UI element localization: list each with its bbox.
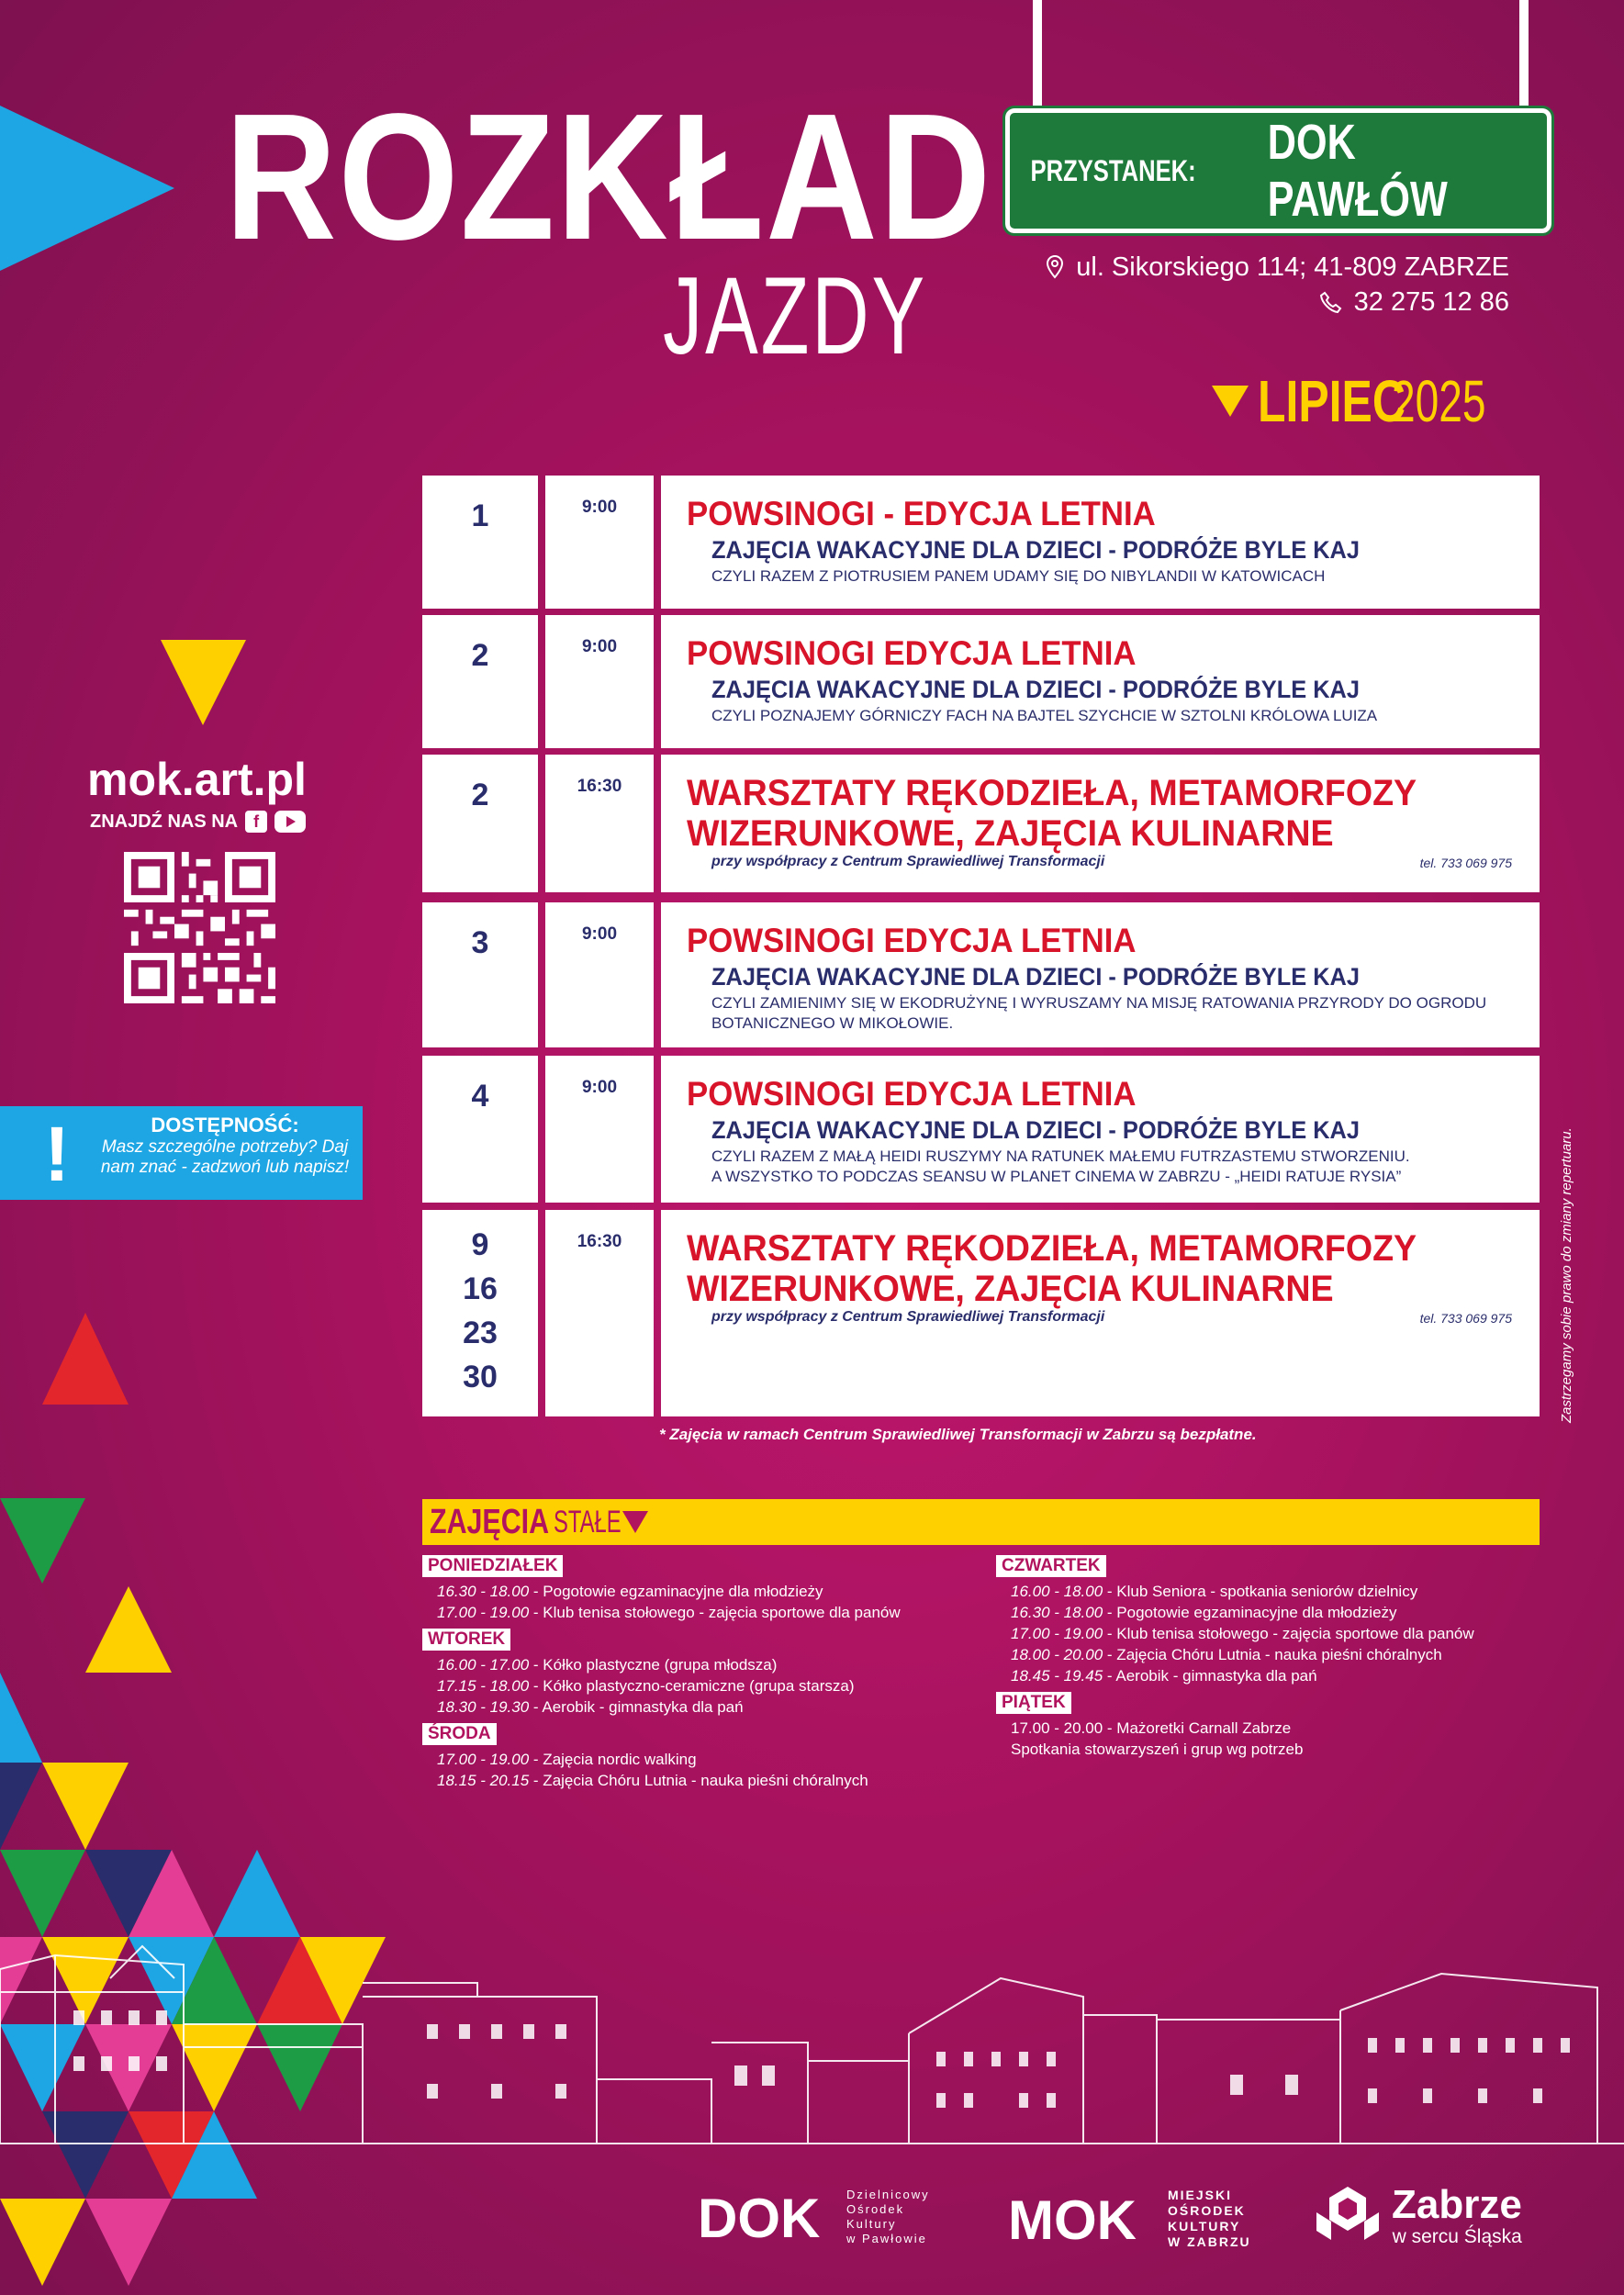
mok-text: MIEJSKI OŚRODEK KULTURY W ZABRZU (1168, 2188, 1251, 2249)
day-cell (422, 755, 538, 892)
time-cell (545, 615, 654, 748)
event-partner-note: przy współpracy z Centrum Sprawiedliwej Transformacji (711, 1309, 1105, 1325)
schedule-row (422, 755, 1540, 892)
list-item (996, 1602, 1529, 1623)
day-number: 30 (463, 1360, 498, 1394)
list-item (422, 1749, 955, 1770)
zabrze-logo (1311, 2182, 1522, 2249)
event-subtitle: ZAJĘCIA WAKACYJNE DLA DZIECI - PODRÓŻE BYLE KAJ (711, 676, 1360, 703)
exclamation-icon: ! (44, 1111, 70, 1197)
entry-time: 16.30 - 18.00 (437, 1583, 530, 1600)
time-cell (545, 755, 654, 892)
mok-mark (1008, 2191, 1155, 2246)
entry-text: Spotkania stowarzyszeń i grup wg potrzeb (1011, 1741, 1304, 1758)
sign-pole-left (1033, 0, 1042, 110)
facebook-icon[interactable]: f (245, 811, 267, 833)
event-cell (661, 1210, 1540, 1416)
day-number: 4 (471, 1079, 489, 1114)
list-item (422, 1654, 955, 1675)
list-item (996, 1718, 1529, 1739)
day-cell (422, 615, 538, 748)
event-title: POWSINOGI EDYCJA LETNIA (687, 634, 1137, 672)
event-subtitle: ZAJĘCIA WAKACYJNE DLA DZIECI - PODRÓŻE BYLE KAJ (711, 1116, 1360, 1144)
zabrze-tagline: w sercu Śląska (1392, 2226, 1522, 2248)
event-subtitle: ZAJĘCIA WAKACYJNE DLA DZIECI - PODRÓŻE BYLE KAJ (711, 963, 1360, 991)
accessibility-text: Masz szczególne potrzeby? Daj nam znać - zadzwoń lub napisz! (100, 1137, 350, 1177)
triangle-down-icon (1212, 386, 1249, 417)
entry-text: - Aerobik - gimnastyka dla pań (529, 1698, 744, 1716)
event-time: 16:30 (577, 777, 622, 796)
event-title: POWSINOGI - EDYCJA LETNIA (687, 495, 1156, 532)
entry-text: - Aerobik - gimnastyka dla pań (1103, 1667, 1317, 1685)
event-title-line1: WARSZTATY RĘKODZIEŁA, METAMORFOZY (687, 1228, 1417, 1269)
dok-logo (698, 2188, 930, 2246)
month-name: LIPIEC (1258, 368, 1406, 434)
entry-time: 17.15 - 18.00 (437, 1677, 530, 1695)
entry-time: 16.30 - 18.00 (1011, 1604, 1103, 1621)
event-cell (661, 476, 1540, 609)
event-phone: tel. 733 069 975 (1419, 856, 1512, 870)
schedule-row (422, 902, 1540, 1047)
location-pin-icon (1045, 254, 1065, 280)
day-number: 2 (471, 778, 489, 812)
event-partner-note: przy współpracy z Centrum Sprawiedliwej Transformacji (711, 854, 1105, 869)
youtube-icon[interactable] (274, 811, 306, 833)
list-item (996, 1665, 1529, 1686)
zabrze-emblem-icon (1311, 2185, 1384, 2249)
weekday-heading: PONIEDZIAŁEK (422, 1555, 563, 1577)
day-cell (422, 476, 538, 609)
day-number: 16 (463, 1271, 498, 1306)
time-cell (545, 1056, 654, 1203)
list-item (422, 1602, 955, 1623)
day-cell (422, 902, 538, 1047)
weekday-heading: WTOREK (422, 1629, 510, 1651)
event-time: 9:00 (581, 1078, 618, 1097)
event-title-line1: WARSZTATY RĘKODZIEŁA, METAMORFOZY (687, 773, 1417, 813)
phone-text: 32 275 12 86 (1353, 286, 1509, 317)
disclaimer: Zastrzegamy sobie prawo do zmiany repertuaru. (1559, 1127, 1574, 1423)
schedule-row (422, 1056, 1540, 1203)
regular-title-b: STAŁE (553, 1504, 622, 1539)
weekday-heading: CZWARTEK (996, 1555, 1106, 1577)
regular-title-a: ZAJĘCIA (430, 1502, 550, 1541)
entry-text: - Klub tenisa stołowego - zajęcia sportowe dla panów (1103, 1625, 1474, 1642)
day-cell (422, 1056, 538, 1203)
mok-logo (1008, 2188, 1251, 2250)
entry-text: - Pogotowie egzaminacyjne dla młodzieży (529, 1583, 823, 1600)
list-item (422, 1581, 955, 1602)
list-item (422, 1770, 955, 1791)
regular-classes-bar (422, 1499, 1540, 1545)
phone-icon (1319, 290, 1343, 314)
list-item (422, 1696, 955, 1718)
title-rozklad: ROZKŁAD (225, 76, 993, 277)
event-title-line2: WIZERUNKOWE, ZAJĘCIA KULINARNE (687, 813, 1334, 854)
list-item (996, 1623, 1529, 1644)
event-time: 16:30 (577, 1232, 622, 1251)
title-jazdy: JAZDY (663, 254, 928, 377)
weekday-heading: ŚRODA (422, 1723, 497, 1745)
event-cell (661, 755, 1540, 892)
time-cell (545, 476, 654, 609)
entry-text: - Zajęcia Chóru Lutnia - nauka pieśni chóralnych (1103, 1646, 1442, 1663)
day-number: 9 (471, 1227, 489, 1262)
dok-mark (698, 2189, 826, 2245)
weekday-heading: PIĄTEK (996, 1692, 1071, 1714)
entry-text: - Klub Seniora - spotkania seniorów dzielnicy (1103, 1583, 1418, 1600)
event-description-line2: A WSZYSTKO TO PODCZAS SEANSU W PLANET CINEMA W ZABRZU - „HEIDI RATUJE RYSIA” (711, 1168, 1402, 1185)
footnote: * Zajęcia w ramach Centrum Sprawiedliwej Transformacji w Zabrzu są bezpłatne. (659, 1426, 1257, 1443)
list-item (422, 1675, 955, 1696)
event-title-line2: WIZERUNKOWE, ZAJĘCIA KULINARNE (687, 1269, 1334, 1309)
list-item (996, 1581, 1529, 1602)
website-link[interactable]: mok.art.pl (87, 754, 307, 805)
entry-time: 16.00 - 17.00 (437, 1656, 530, 1674)
event-phone: tel. 733 069 975 (1419, 1311, 1512, 1326)
find-us-label: ZNAJDŹ NAS NA (90, 811, 239, 832)
address-text: ul. Sikorskiego 114; 41-809 ZABRZE (1076, 252, 1509, 282)
event-description-line1: CZYLI RAZEM Z MAŁĄ HEIDI RUSZYMY NA RATUNEK MAŁEMU FUTRZASTEMU STWORZENIU. (711, 1148, 1410, 1165)
day-cell (422, 1210, 538, 1416)
accessibility-box (0, 1106, 363, 1200)
entry-text: 17.00 - 20.00 - Mażoretki Carnall Zabrze (1011, 1719, 1292, 1737)
entry-time: 17.00 - 19.00 (1011, 1625, 1103, 1642)
event-time: 9:00 (581, 637, 618, 656)
social-links (90, 811, 306, 833)
zabrze-text (1392, 2182, 1522, 2248)
zabrze-name: Zabrze (1392, 2182, 1522, 2228)
event-cell (661, 615, 1540, 748)
event-cell (661, 902, 1540, 1047)
dok-text: Dzielnicowy Ośrodek Kultury w Pawłowie (846, 2188, 930, 2245)
month-year: 2025 (1392, 368, 1486, 434)
month-heading (1212, 367, 1523, 435)
schedule-row (422, 615, 1540, 748)
accessibility-title: DOSTĘPNOŚĆ: (151, 1114, 299, 1136)
bus-stop-sign (1005, 108, 1551, 233)
day-number: 2 (471, 638, 489, 673)
sign-pole-right (1519, 0, 1529, 110)
list-item (996, 1739, 1529, 1760)
event-time: 9:00 (581, 498, 618, 517)
entry-text: - Pogotowie egzaminacyjne dla młodzieży (1103, 1604, 1397, 1621)
entry-time: 18.45 - 19.45 (1011, 1667, 1103, 1685)
svg-text:MOK: MOK (1008, 2191, 1137, 2246)
triangle-down-icon (622, 1511, 648, 1533)
event-subtitle: ZAJĘCIA WAKACYJNE DLA DZIECI - PODRÓŻE BYLE KAJ (711, 536, 1360, 564)
buildings-illustration (0, 1928, 1624, 2148)
regular-left-column (422, 1550, 955, 1791)
entry-text: - Zajęcia nordic walking (529, 1751, 697, 1768)
entry-text: - Kółko plastyczno-ceramiczne (grupa starsza) (529, 1677, 855, 1695)
event-title: POWSINOGI EDYCJA LETNIA (687, 922, 1137, 959)
event-cell (661, 1056, 1540, 1203)
entry-time: 16.00 - 18.00 (1011, 1583, 1103, 1600)
event-description: CZYLI ZAMIENIMY SIĘ W EKODRUŻYNĘ I WYRUSZAMY NA MISJĘ RATOWANIA PRZYRODY DO OGRODU BOTANICZNEGO W MIKOŁOWIE. (711, 994, 1487, 1032)
event-title: POWSINOGI EDYCJA LETNIA (687, 1075, 1137, 1113)
entry-time: 18.30 - 19.30 (437, 1698, 530, 1716)
entry-time: 18.00 - 20.00 (1011, 1646, 1103, 1663)
sign-label: PRZYSTANEK: (1030, 153, 1196, 187)
entry-time: 18.15 - 20.15 (437, 1772, 530, 1789)
day-number: 3 (471, 925, 489, 960)
entry-text: - Klub tenisa stołowego - zajęcia sportowe dla panów (529, 1604, 901, 1621)
contact-info (1045, 250, 1509, 319)
regular-right-column (996, 1550, 1529, 1760)
day-number: 23 (463, 1315, 498, 1350)
event-description: CZYLI RAZEM Z PIOTRUSIEM PANEM UDAMY SIĘ DO NIBYLANDII W KATOWICACH (711, 567, 1326, 585)
schedule-row (422, 476, 1540, 609)
sign-value: DOK PAWŁÓW (1267, 115, 1448, 227)
day-number: 1 (471, 498, 489, 533)
schedule-row (422, 1210, 1540, 1416)
svg-text:DOK: DOK (698, 2189, 821, 2245)
entry-time: 17.00 - 19.00 (437, 1751, 530, 1768)
entry-text: - Zajęcia Chóru Lutnia - nauka pieśni chóralnych (529, 1772, 868, 1789)
entry-time: 17.00 - 19.00 (437, 1604, 530, 1621)
qr-code[interactable] (124, 852, 275, 1003)
time-cell (545, 1210, 654, 1416)
event-time: 9:00 (581, 924, 618, 944)
list-item (996, 1644, 1529, 1665)
entry-text: - Kółko plastyczne (grupa młodsza) (529, 1656, 778, 1674)
event-description: CZYLI POZNAJEMY GÓRNICZY FACH NA BAJTEL SZYCHCIE W SZTOLNI KRÓLOWA LUIZA (711, 707, 1378, 724)
time-cell (545, 902, 654, 1047)
